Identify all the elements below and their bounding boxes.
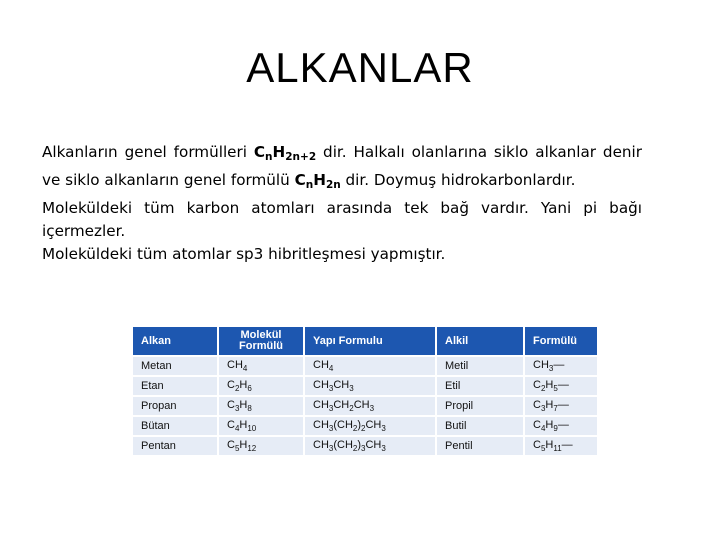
header-molekul-formulu: Molekül Formülü <box>218 326 304 356</box>
cell-alkan: Pentan <box>132 436 218 456</box>
cell-alkil: Metil <box>436 356 524 376</box>
header-alkan: Alkan <box>132 326 218 356</box>
cell-alkan: Etan <box>132 376 218 396</box>
cell-alkil: Butil <box>436 416 524 436</box>
table-body <box>132 356 598 456</box>
cell-formulu: $C_5H_{11}—$ <box>524 436 598 456</box>
text-span: dir. Halkalı olanlarına siklo alkanlar denir ve siklo alkanların genel formülü <box>42 143 643 189</box>
cell-alkan: Metan <box>132 356 218 376</box>
cycloalkane-formula <box>295 171 341 189</box>
formula-c: C <box>294 171 306 189</box>
body-text <box>42 141 642 266</box>
formula-h-sub: 2n+2 <box>285 151 317 163</box>
text-span: Alkanların genel formülleri <box>42 143 254 161</box>
cell-molekul-formulu: $C_4H_{10}$ <box>218 416 304 436</box>
cell-yapi-formulu: $CH_3(CH_2)_3CH_3$ <box>304 436 436 456</box>
cell-molekul-formulu: $C_2H_6$ <box>218 376 304 396</box>
cell-yapi-formulu: $CH_3(CH_2)_2CH_3$ <box>304 416 436 436</box>
cell-molekul-formulu: $C_5H_{12}$ <box>218 436 304 456</box>
cell-molekul-formulu: $CH_4$ <box>218 356 304 376</box>
header-yapi-formulu: Yapı Formulu <box>304 326 436 356</box>
cell-alkil: Propil <box>436 396 524 416</box>
cell-alkan: Propan <box>132 396 218 416</box>
table-row <box>132 416 598 436</box>
cell-alkil: Pentil <box>436 436 524 456</box>
formula-h: H <box>313 171 326 189</box>
slide-title: ALKANLAR <box>246 44 474 91</box>
cell-formulu: $C_3H_7—$ <box>524 396 598 416</box>
cell-yapi-formulu: $CH_3CH_3$ <box>304 376 436 396</box>
cell-molekul-formulu: $C_3H_8$ <box>218 396 304 416</box>
table-header-row <box>132 326 598 356</box>
alkane-table <box>131 325 599 457</box>
alkane-table-wrapper <box>131 325 599 457</box>
formula-h: H <box>272 143 286 161</box>
cell-yapi-formulu: $CH_4$ <box>304 356 436 376</box>
cell-alkan: Bütan <box>132 416 218 436</box>
formula-h-sub: 2n <box>325 179 341 191</box>
cell-alkil: Etil <box>436 376 524 396</box>
cell-yapi-formulu: $CH_3CH_2CH_3$ <box>304 396 436 416</box>
header-alkil: Alkil <box>436 326 524 356</box>
formula-c-sub: n <box>265 151 273 163</box>
table-row <box>132 396 598 416</box>
alkane-formula <box>254 143 316 161</box>
table-row <box>132 356 598 376</box>
formula-c: C <box>253 143 266 161</box>
formula-c-sub: n <box>305 179 314 191</box>
cell-formulu: $CH_3—$ <box>524 356 598 376</box>
header-formulu: Formülü <box>524 326 598 356</box>
paragraph-3: Moleküldeki tüm atomlar sp3 hibritleşmesi yapmıştır. <box>42 245 446 263</box>
paragraph-2: Moleküldeki tüm karbon atomları arasında tek bağ vardır. Yani pi bağı içermezler. <box>42 199 642 240</box>
table-row <box>132 376 598 396</box>
cell-formulu: $C_2H_5—$ <box>524 376 598 396</box>
cell-formulu: $C_4H_9—$ <box>524 416 598 436</box>
paragraph-1 <box>42 141 642 197</box>
table-row <box>132 436 598 456</box>
text-span: dir. Doymuş hidrokarbonlardır. <box>340 171 576 189</box>
